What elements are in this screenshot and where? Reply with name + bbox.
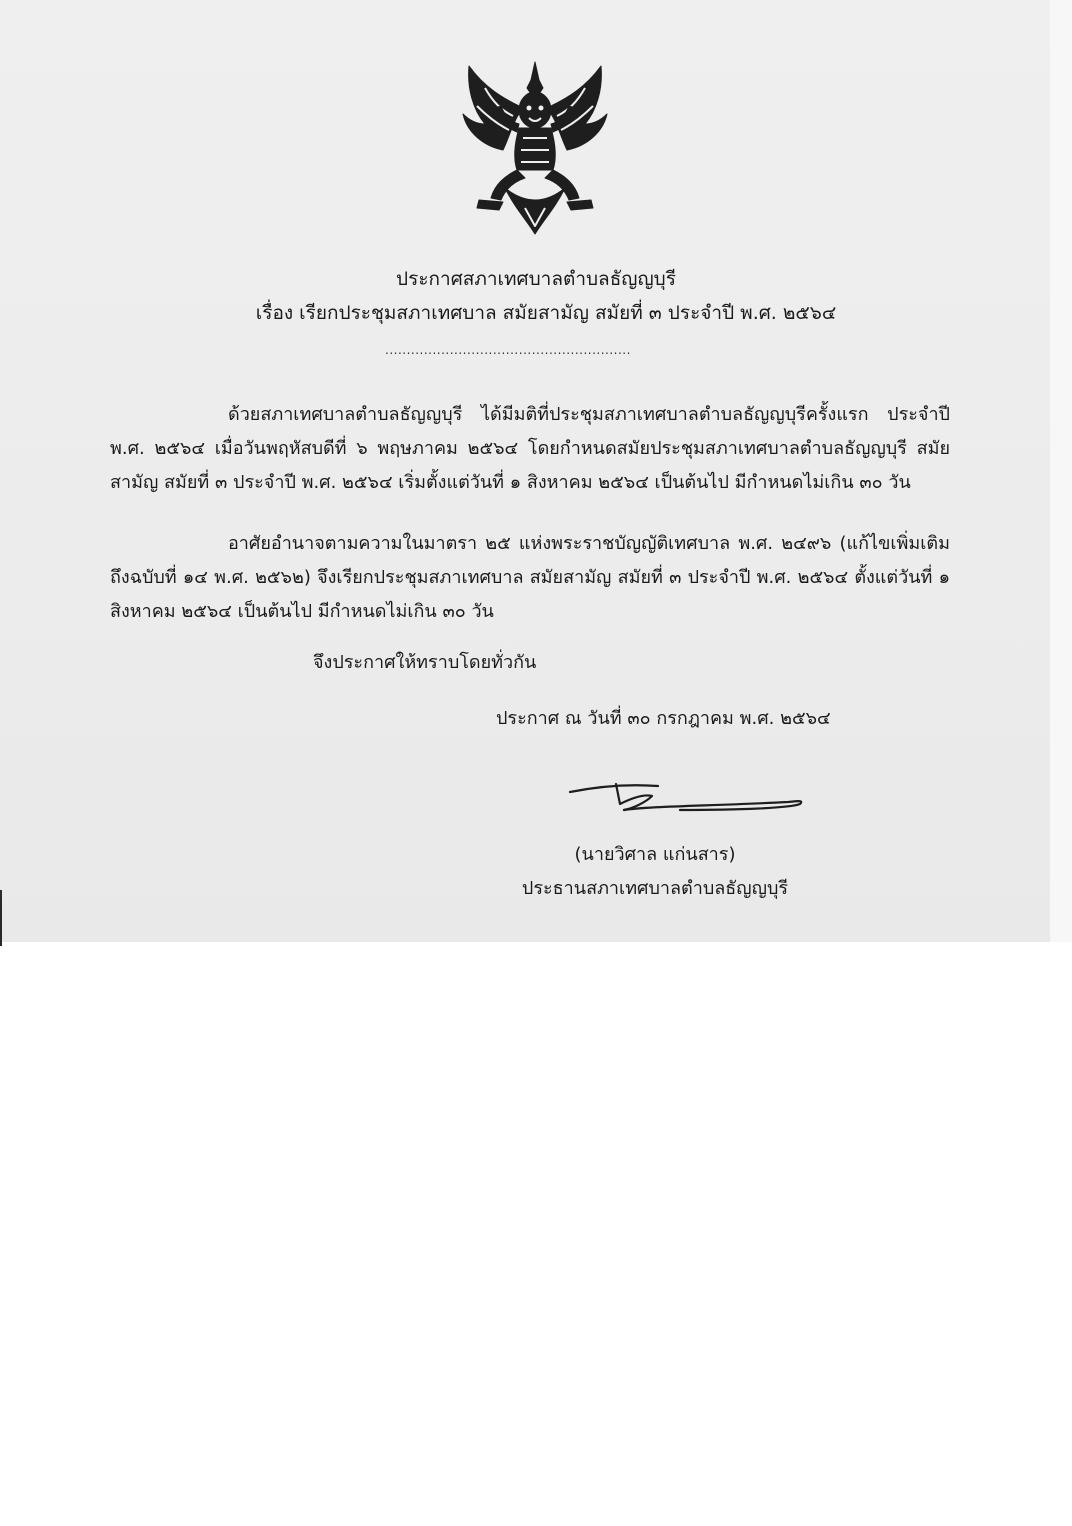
document-title: ประกาศสภาเทศบาลตำบลธัญญบุรี <box>396 268 676 290</box>
paragraph-text: ด้วยสภาเทศบาลตำบลธัญญบุรี ได้มีมติที่ประชุมสภาเทศบาลตำบลธัญญบุรีครั้งแรก ประจำปี พ.ศ. ๒๕๖๔ เมื่อวันพฤหัสบดีที่ ๖ พฤษภาคม ๒๕๖๔ โดยกำหนดสมัยประชุมสภาเทศบาลตำบลธัญญบุรี สมัยสามัญ สมัยที่ ๓ ประจำปี พ.ศ. ๒๕๖๔ เริ่มตั้งแต่วันที่ ๑ สิงหาคม ๒๕๖๔ เป็นต้นไป มีกำหนดไม่เกิน ๓๐ วัน <box>110 404 950 493</box>
dotted-divider: ......................................................... <box>385 343 631 357</box>
body-paragraph-1 <box>110 398 950 500</box>
signatory-block <box>520 838 790 906</box>
announcement-date: ประกาศ ณ วันที่ ๓๐ กรกฎาคม พ.ศ. ๒๕๖๔ <box>496 708 831 729</box>
garuda-emblem-icon <box>455 58 615 238</box>
closing-statement: จึงประกาศให้ทราบโดยทั่วกัน <box>313 652 537 673</box>
signatory-name: (นายวิศาล แก่นสาร) <box>574 844 736 865</box>
signatory-position: ประธานสภาเทศบาลตำบลธัญญบุรี <box>521 878 789 899</box>
document-subject: เรื่อง เรียกประชุมสภาเทศบาล สมัยสามัญ สมัยที่ ๓ ประจำปี พ.ศ. ๒๕๖๔ <box>255 302 837 324</box>
scan-edge-mark <box>0 890 2 946</box>
body-paragraph-2 <box>110 527 950 629</box>
handwritten-signature-icon <box>560 770 820 830</box>
paragraph-text: อาศัยอำนาจตามความในมาตรา ๒๕ แห่งพระราชบัญญัติเทศบาล พ.ศ. ๒๔๙๖ (แก้ไขเพิ่มเติมถึงฉบับที่ ๑๔ พ.ศ. ๒๕๖๒) จึงเรียกประชุมสภาเทศบาล สมัยสามัญ สมัยที่ ๓ ประจำปี พ.ศ. ๒๕๖๔ ตั้งแต่วันที่ ๑ สิงหาคม ๒๕๖๔ เป็นต้นไป มีกำหนดไม่เกิน ๓๐ วัน <box>110 533 950 622</box>
document-header <box>0 262 1072 330</box>
scan-margin <box>1050 0 1072 942</box>
